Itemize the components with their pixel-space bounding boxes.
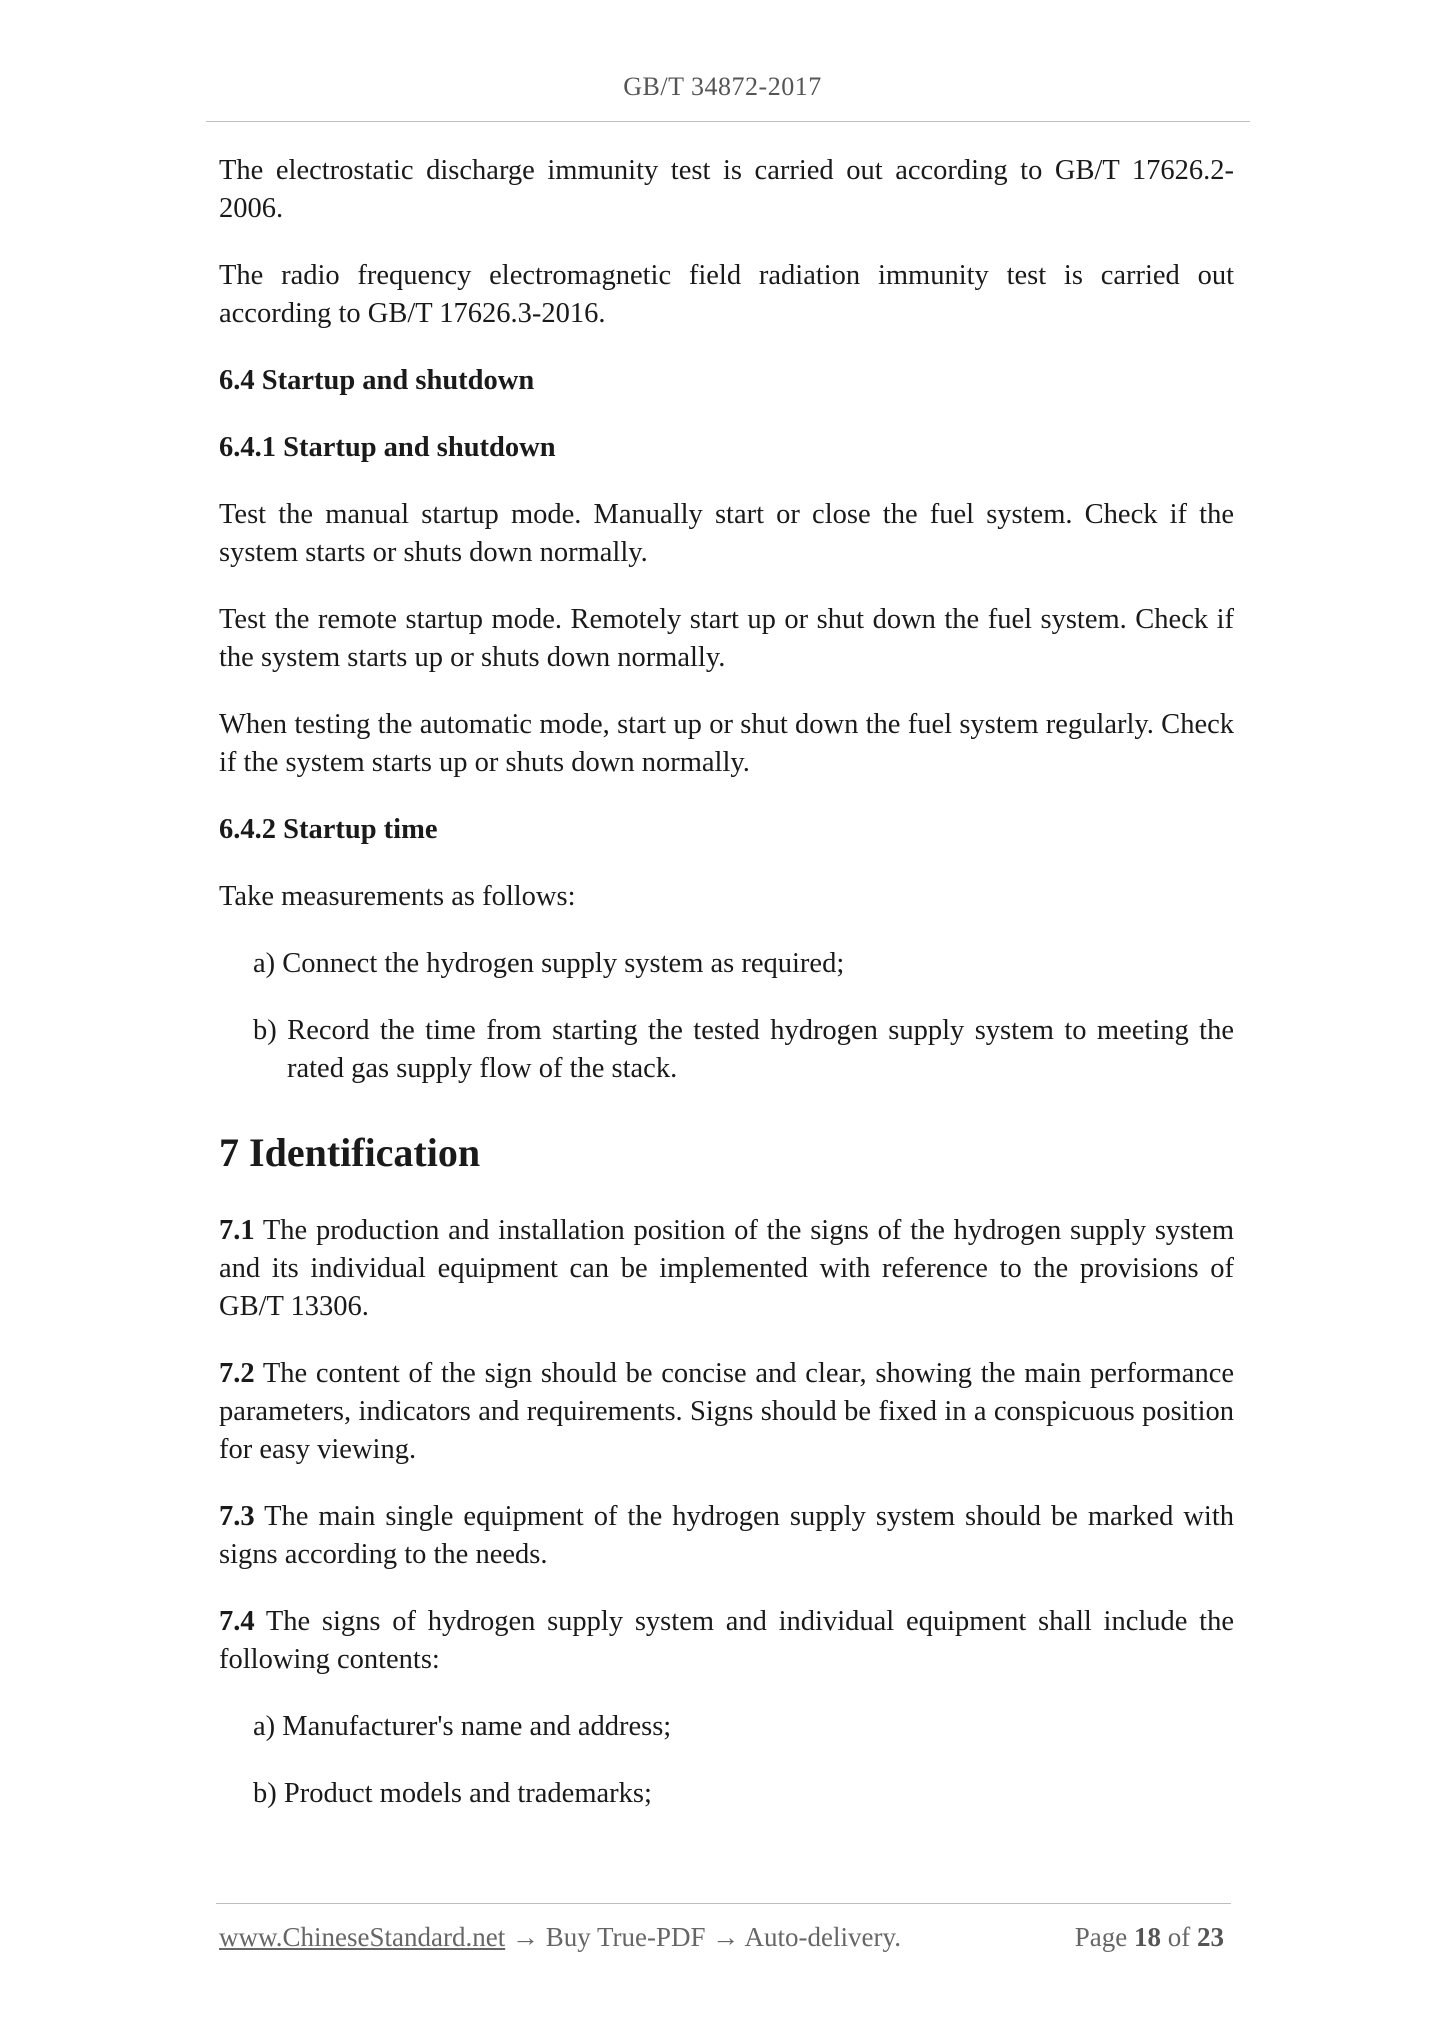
paragraph-measurements-intro: Take measurements as follows: [219, 881, 576, 912]
clause-7-2 [219, 1355, 1234, 1469]
footer-promo [219, 1922, 901, 1953]
list-item: a) Connect the hydrogen supply system as required; [253, 948, 845, 979]
chapter-heading-7: 7 Identification [219, 1130, 481, 1175]
page-number [1075, 1922, 1224, 1953]
website-link[interactable]: www.ChineseStandard.net [219, 1922, 506, 1952]
paragraph-automatic-mode: When testing the automatic mode, start up or shut down the fuel system regularly. Check if the system starts up or shuts down normally. [219, 709, 1234, 778]
clause-number: 7.3 [219, 1501, 255, 1532]
total-pages: 23 [1197, 1922, 1224, 1952]
paragraph-rf-test: The radio frequency electromagnetic field radiation immunity test is carried out according to GB/T 17626.3-2016. [219, 260, 1234, 329]
clause-text: The production and installation position of the signs of the hydrogen supply system and its individual equipment can be implemented with reference to the provisions of GB/T 13306. [219, 1215, 1234, 1322]
section-heading-6-4-2: 6.4.2 Startup time [219, 814, 438, 845]
section-heading-6-4-1: 6.4.1 Startup and shutdown [219, 432, 556, 463]
clause-text: The main single equipment of the hydrogen supply system should be marked with signs according to the needs. [219, 1501, 1234, 1570]
list-item: b) Product models and trademarks; [253, 1778, 652, 1809]
clause-number: 7.1 [219, 1215, 255, 1246]
clause-text: The signs of hydrogen supply system and individual equipment shall include the following contents: [219, 1606, 1234, 1675]
page-content [219, 152, 1234, 1842]
clause-7-3 [219, 1498, 1234, 1574]
page-label: Page [1074, 1922, 1134, 1952]
list-item: a) Manufacturer's name and address; [253, 1711, 672, 1742]
current-page: 18 [1134, 1922, 1161, 1952]
paragraph-remote-startup: Test the remote startup mode. Remotely start up or shut down the fuel system. Check if the system starts up or shuts down normally. [219, 604, 1234, 673]
footer-promo-text: → Buy True-PDF → Auto-delivery. [505, 1922, 901, 1952]
footer-divider [216, 1903, 1231, 1904]
clause-number: 7.2 [219, 1358, 255, 1389]
clause-number: 7.4 [219, 1606, 255, 1637]
paragraph-esd-test: The electrostatic discharge immunity test is carried out according to GB/T 17626.2-2006. [219, 155, 1234, 224]
clause-7-4 [219, 1603, 1234, 1679]
document-header: GB/T 34872-2017 [623, 72, 822, 101]
paragraph-manual-startup: Test the manual startup mode. Manually start or close the fuel system. Check if the system starts or shuts down normally. [219, 499, 1234, 568]
list-item: b) Record the time from starting the tested hydrogen supply system to meeting the rated gas supply flow of the stack. [253, 1015, 1234, 1084]
clause-text: The content of the sign should be concise and clear, showing the main performance parameters, indicators and requirements. Signs should be fixed in a conspicuous position for easy viewing. [219, 1358, 1234, 1465]
section-heading-6-4: 6.4 Startup and shutdown [219, 365, 535, 396]
page-of-label: of [1161, 1922, 1197, 1952]
header-divider [206, 121, 1250, 122]
clause-7-1 [219, 1212, 1234, 1326]
